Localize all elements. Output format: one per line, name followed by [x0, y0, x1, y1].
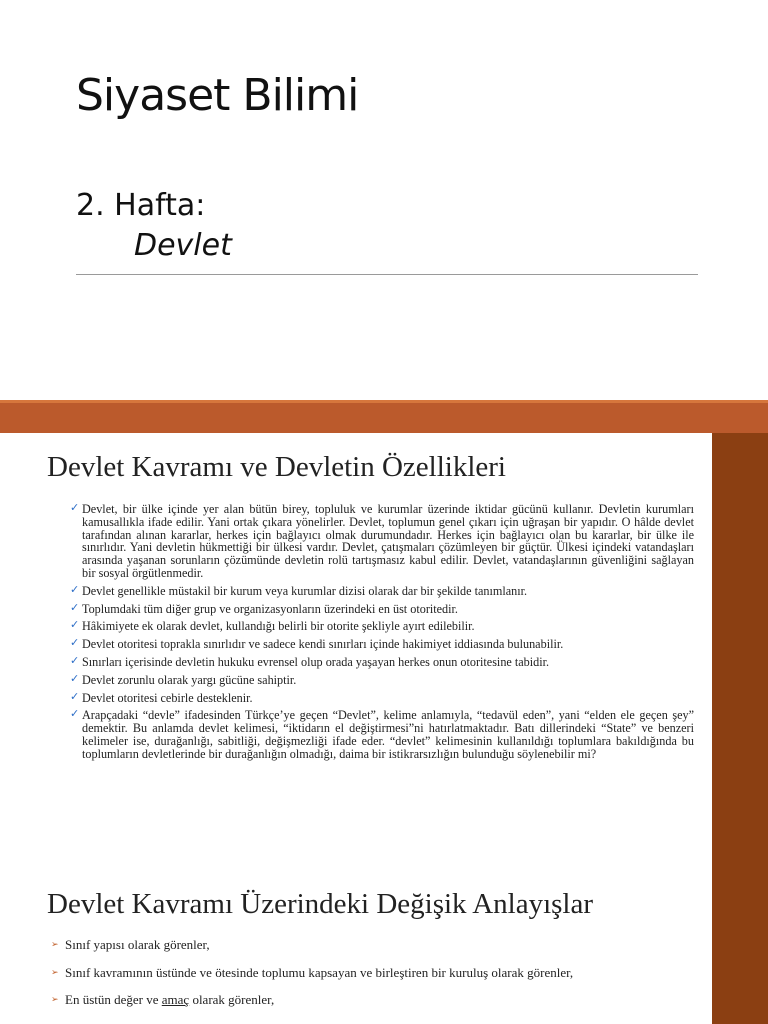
list-item: ✓ Sınırları içerisinde devletin hukuku evrensel olup orada yaşayan herkes onun otoritesine tabidir. [70, 654, 550, 669]
slide-side-bar [712, 433, 768, 1024]
week-label: 2. Hafta: [76, 188, 206, 223]
slide-separator-band [0, 400, 768, 433]
list-item: ✓ Devlet otoritesi toprakla sınırlıdır ve sadece kendi sınırları içinde hakimiyet iddiasında bulunabilir. [70, 637, 564, 652]
check-icon: ✓ [70, 583, 80, 596]
list-item: ✓ Arapçadaki “devle” ifadesinden Türkçe’ye geçen “Devlet”, kelime anlamıyla, “tedavül eden”, yani “elden ele geçen şey” demektir. Bu anlamda devlet kelimesi, “iktidarın el değiştirmesi”ni hatırlatmaktadır. Batı dillerindeki “State” ve benzeri kelimeler ise, durağanlığı, sabitliği, değişmezliği ifade eder. “devlet” kelimesinin kullanıldığı toplumlara bakıldığında bu toplumların devletlerinde bir durağanlığın olmadığı, daima bir istikrarsızlığın bulunduğu söylenebilir mi? [70, 708, 694, 761]
list-item: ✓ Devlet otoritesi cebirle desteklenir. [70, 690, 253, 705]
section-heading-devlet-kavrami: Devlet Kavramı ve Devletin Özellikleri [47, 451, 506, 483]
check-icon: ✓ [70, 654, 80, 667]
title-divider [76, 274, 698, 275]
check-icon: ✓ [70, 502, 80, 514]
list-item: ➢ Sınıf yapısı olarak görenler, [51, 937, 210, 952]
slide-title: Siyaset Bilimi [76, 70, 359, 121]
arrow-right-icon: ➢ [51, 966, 59, 977]
check-icon: ✓ [70, 619, 80, 632]
properties-list [70, 503, 694, 766]
underlined-word: amaç [161, 992, 190, 1007]
title-slide [0, 0, 768, 400]
list-item: ✓ Devlet, bir ülke içinde yer alan bütün birey, topluluk ve kurumlar üzerinde iktidar gücünü kullanır. Devletin kurumları kamusallıkla ifade edilir. Yani ortak çıkara yönelirler. Devlet, toplumun genel çıkarı için uğraşan bir yapıdır. O hâlde devlet tarafından alınan kararlar, herkes için bağlayıcı olmak durumundadır. Herkes için bağlayıcı olan bu kararlar, bir ülke ile sınırlıdır. Yani devletin hükmettiği bir ülkesi vardır. Devlet, çatışmaları çözümleyen bir güçtür. Ülkesi içindeki vatandaşları arasında yaşanan sorunların çözümünde devletin rolü tartışmasız kabul edilir. Devlet, vatandaşlarının güvenliğini sağlayan bir sosyal örgütlenmedir. [70, 502, 694, 580]
check-icon: ✓ [70, 690, 80, 703]
check-icon: ✓ [70, 708, 80, 721]
content-slide [0, 433, 712, 1024]
list-item: ✓ Devlet genellikle müstakil bir kurum veya kurumlar dizisi olarak dar bir şekilde tanımlanır. [70, 583, 528, 598]
views-list [50, 938, 694, 1021]
check-icon: ✓ [70, 601, 80, 614]
list-item: ✓ Toplumdaki tüm diğer grup ve organizasyonların üzerindeki en üst otoritedir. [70, 601, 458, 616]
check-icon: ✓ [70, 672, 80, 685]
section-heading-anlayislar: Devlet Kavramı Üzerindeki Değişik Anlayışlar [47, 888, 594, 920]
list-item: ➢ Sınıf kavramının üstünde ve ötesinde toplumu kapsayan ve birleştiren bir kuruluş olarak görenler, [51, 964, 574, 980]
list-item: ➢ En üstün değer ve amaç olarak görenler, [51, 992, 275, 1007]
topic-label: Devlet [134, 228, 232, 263]
arrow-right-icon: ➢ [51, 939, 59, 949]
check-icon: ✓ [70, 637, 80, 650]
arrow-right-icon: ➢ [51, 994, 59, 1004]
list-item: ✓ Hâkimiyete ek olarak devlet, kullandığı belirli bir otorite şekliyle ayırt edilebilir. [70, 619, 475, 634]
list-item: ✓ Devlet zorunlu olarak yargı gücüne sahiptir. [70, 672, 297, 687]
